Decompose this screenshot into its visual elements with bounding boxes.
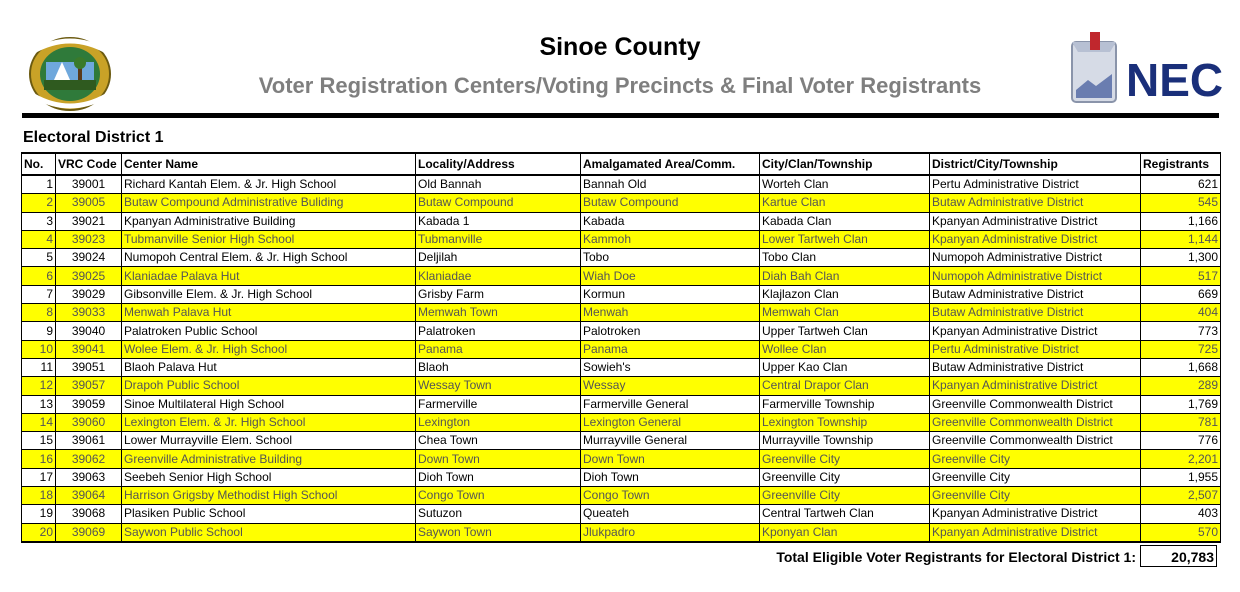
table-cell: 39062 bbox=[56, 450, 122, 468]
table-cell: Kpanyan Administrative District bbox=[930, 212, 1141, 230]
table-cell: Saywon Town bbox=[416, 523, 581, 542]
table-cell: Diah Bah Clan bbox=[760, 267, 930, 285]
table-cell: 1,668 bbox=[1141, 358, 1221, 376]
table-cell: Memwah Clan bbox=[760, 304, 930, 322]
table-cell: Sinoe Multilateral High School bbox=[122, 395, 416, 413]
table-cell: 39025 bbox=[56, 267, 122, 285]
table-cell: Lexington Township bbox=[760, 413, 930, 431]
table-cell: 39001 bbox=[56, 175, 122, 194]
table-cell: 776 bbox=[1141, 432, 1221, 450]
table-cell: Greenville Commonwealth District bbox=[930, 432, 1141, 450]
table-cell: 14 bbox=[22, 413, 56, 431]
table-cell: Butaw Administrative District bbox=[930, 304, 1141, 322]
table-cell: Deljilah bbox=[416, 249, 581, 267]
table-cell: Palatroken bbox=[416, 322, 581, 340]
table-cell: Richard Kantah Elem. & Jr. High School bbox=[122, 175, 416, 194]
table-cell: Kpanyan Administrative District bbox=[930, 322, 1141, 340]
table-cell: 2,507 bbox=[1141, 487, 1221, 505]
table-cell: Tubmanville Senior High School bbox=[122, 230, 416, 248]
col-center-name: Center Name bbox=[122, 153, 416, 175]
table-cell: Kartue Clan bbox=[760, 194, 930, 212]
table-cell: Greenville City bbox=[930, 450, 1141, 468]
table-cell: 7 bbox=[22, 285, 56, 303]
table-cell: Drapoh Public School bbox=[122, 377, 416, 395]
table-cell: Sutuzon bbox=[416, 505, 581, 523]
table-cell: Wolee Elem. & Jr. High School bbox=[122, 340, 416, 358]
table-cell: Tobo bbox=[581, 249, 760, 267]
table-cell: Lexington General bbox=[581, 413, 760, 431]
table-cell: Greenville City bbox=[930, 468, 1141, 486]
table-cell: 39061 bbox=[56, 432, 122, 450]
table-cell: Greenville Commonwealth District bbox=[930, 395, 1141, 413]
table-cell: Wollee Clan bbox=[760, 340, 930, 358]
col-locality: Locality/Address bbox=[416, 153, 581, 175]
table-cell: Palatroken Public School bbox=[122, 322, 416, 340]
col-district: District/City/Township bbox=[930, 153, 1141, 175]
table-cell: Murrayville General bbox=[581, 432, 760, 450]
table-cell: 1,144 bbox=[1141, 230, 1221, 248]
table-cell: 2,201 bbox=[1141, 450, 1221, 468]
table-cell: Kammoh bbox=[581, 230, 760, 248]
table-cell: Chea Town bbox=[416, 432, 581, 450]
table-cell: 517 bbox=[1141, 267, 1221, 285]
table-cell: Palotroken bbox=[581, 322, 760, 340]
table-cell: Wessay bbox=[581, 377, 760, 395]
table-cell: 10 bbox=[22, 340, 56, 358]
table-row bbox=[22, 450, 1221, 468]
table-cell: Pertu Administrative District bbox=[930, 175, 1141, 194]
table-cell: 13 bbox=[22, 395, 56, 413]
table-cell: 39005 bbox=[56, 194, 122, 212]
table-cell: Kormun bbox=[581, 285, 760, 303]
table-cell: 39051 bbox=[56, 358, 122, 376]
table-cell: 669 bbox=[1141, 285, 1221, 303]
table-cell: Greenville City bbox=[760, 450, 930, 468]
table-cell: Dioh Town bbox=[581, 468, 760, 486]
table-cell: 39021 bbox=[56, 212, 122, 230]
table-cell: Lexington Elem. & Jr. High School bbox=[122, 413, 416, 431]
header-divider bbox=[22, 113, 1219, 118]
table-cell: 404 bbox=[1141, 304, 1221, 322]
table-cell: 781 bbox=[1141, 413, 1221, 431]
table-cell: Saywon Public School bbox=[122, 523, 416, 542]
table-cell: Klajlazon Clan bbox=[760, 285, 930, 303]
table-header-row bbox=[22, 153, 1221, 175]
table-cell: Greenville City bbox=[760, 487, 930, 505]
table-cell: Klaniadae Palava Hut bbox=[122, 267, 416, 285]
registrants-table bbox=[21, 152, 1221, 543]
table-cell: Greenville City bbox=[760, 468, 930, 486]
table-row bbox=[22, 395, 1221, 413]
table-cell: Farmerville bbox=[416, 395, 581, 413]
table-cell: 18 bbox=[22, 487, 56, 505]
table-row bbox=[22, 249, 1221, 267]
table-cell: 19 bbox=[22, 505, 56, 523]
table-cell: Kpanyan Administrative District bbox=[930, 523, 1141, 542]
table-cell: Farmerville General bbox=[581, 395, 760, 413]
table-cell: 17 bbox=[22, 468, 56, 486]
table-cell: Butaw Administrative District bbox=[930, 358, 1141, 376]
table-cell: 545 bbox=[1141, 194, 1221, 212]
table-cell: Upper Kao Clan bbox=[760, 358, 930, 376]
table-cell: 39033 bbox=[56, 304, 122, 322]
table-cell: Bannah Old bbox=[581, 175, 760, 194]
table-cell: 3 bbox=[22, 212, 56, 230]
table-cell: Lexington bbox=[416, 413, 581, 431]
table-cell: Kpanyan Administrative District bbox=[930, 377, 1141, 395]
table-cell: Menwah Palava Hut bbox=[122, 304, 416, 322]
table-cell: Worteh Clan bbox=[760, 175, 930, 194]
table-cell: Dioh Town bbox=[416, 468, 581, 486]
table-cell: Congo Town bbox=[581, 487, 760, 505]
table-cell: Numopoh Administrative District bbox=[930, 249, 1141, 267]
table-cell: 39040 bbox=[56, 322, 122, 340]
table-cell: 39057 bbox=[56, 377, 122, 395]
table-row bbox=[22, 413, 1221, 431]
table-cell: Kabada bbox=[581, 212, 760, 230]
table-cell: 570 bbox=[1141, 523, 1221, 542]
table-cell: Greenville Administrative Building bbox=[122, 450, 416, 468]
table-row bbox=[22, 285, 1221, 303]
table-cell: 289 bbox=[1141, 377, 1221, 395]
table-cell: Butaw Administrative District bbox=[930, 285, 1141, 303]
table-cell: 1,300 bbox=[1141, 249, 1221, 267]
table-cell: Wessay Town bbox=[416, 377, 581, 395]
table-cell: Tobo Clan bbox=[760, 249, 930, 267]
table-cell: Butaw Compound Administrative Buliding bbox=[122, 194, 416, 212]
table-cell: Down Town bbox=[416, 450, 581, 468]
nec-logo bbox=[1064, 30, 1224, 108]
table-cell: Butaw Compound bbox=[581, 194, 760, 212]
table-row bbox=[22, 487, 1221, 505]
table-cell: Tubmanville bbox=[416, 230, 581, 248]
page-title: Sinoe County bbox=[539, 33, 701, 61]
table-cell: Central Drapor Clan bbox=[760, 377, 930, 395]
table-row bbox=[22, 340, 1221, 358]
table-cell: 4 bbox=[22, 230, 56, 248]
table-cell: Harrison Grigsby Methodist High School bbox=[122, 487, 416, 505]
table-cell: 12 bbox=[22, 377, 56, 395]
table-cell: Queateh bbox=[581, 505, 760, 523]
table-cell: Kpanyan Administrative Building bbox=[122, 212, 416, 230]
table-cell: Blaoh bbox=[416, 358, 581, 376]
table-cell: 621 bbox=[1141, 175, 1221, 194]
table-cell: 9 bbox=[22, 322, 56, 340]
table-row bbox=[22, 175, 1221, 194]
table-cell: 8 bbox=[22, 304, 56, 322]
table-cell: Numopoh Administrative District bbox=[930, 267, 1141, 285]
table-cell: 39024 bbox=[56, 249, 122, 267]
table-cell: Kabada Clan bbox=[760, 212, 930, 230]
table-cell: Menwah bbox=[581, 304, 760, 322]
table-cell: 39069 bbox=[56, 523, 122, 542]
table-row bbox=[22, 230, 1221, 248]
section-heading: Electoral District 1 bbox=[23, 129, 164, 146]
table-cell: 15 bbox=[22, 432, 56, 450]
table-row bbox=[22, 322, 1221, 340]
table-cell: 1,955 bbox=[1141, 468, 1221, 486]
table-cell: 11 bbox=[22, 358, 56, 376]
table-cell: Greenville Commonwealth District bbox=[930, 413, 1141, 431]
table-cell: Kpanyan Administrative District bbox=[930, 505, 1141, 523]
table-row bbox=[22, 468, 1221, 486]
table-row bbox=[22, 212, 1221, 230]
table-cell: Down Town bbox=[581, 450, 760, 468]
col-registrants: Registrants bbox=[1141, 153, 1221, 175]
table-cell: Central Tartweh Clan bbox=[760, 505, 930, 523]
table-cell: 39029 bbox=[56, 285, 122, 303]
table-cell: 39068 bbox=[56, 505, 122, 523]
table-cell: Lower Murrayville Elem. School bbox=[122, 432, 416, 450]
table-cell: 6 bbox=[22, 267, 56, 285]
col-no: No. bbox=[22, 153, 56, 175]
table-cell: 773 bbox=[1141, 322, 1221, 340]
table-row bbox=[22, 523, 1221, 542]
table-cell: Numopoh Central Elem. & Jr. High School bbox=[122, 249, 416, 267]
col-amalgamated-area: Amalgamated Area/Comm. bbox=[581, 153, 760, 175]
table-cell: Kpanyan Administrative District bbox=[930, 230, 1141, 248]
table-cell: 1,769 bbox=[1141, 395, 1221, 413]
table-cell: 1,166 bbox=[1141, 212, 1221, 230]
table-cell: Butaw Administrative District bbox=[930, 194, 1141, 212]
table-cell: Greenville City bbox=[930, 487, 1141, 505]
total-value: 20,783 bbox=[1140, 545, 1217, 567]
table-cell: Jlukpadro bbox=[581, 523, 760, 542]
table-cell: Seebeh Senior High School bbox=[122, 468, 416, 486]
table-cell: Farmerville Township bbox=[760, 395, 930, 413]
table-cell: Sowieh's bbox=[581, 358, 760, 376]
table-cell: Panama bbox=[416, 340, 581, 358]
total-label: Total Eligible Voter Registrants for Electoral District 1: bbox=[776, 549, 1136, 565]
col-vrc-code: VRC Code bbox=[56, 153, 122, 175]
table-cell: 5 bbox=[22, 249, 56, 267]
table-cell: Kabada 1 bbox=[416, 212, 581, 230]
table-cell: Memwah Town bbox=[416, 304, 581, 322]
table-cell: Kponyan Clan bbox=[760, 523, 930, 542]
table-row bbox=[22, 267, 1221, 285]
table-row bbox=[22, 358, 1221, 376]
table-row bbox=[22, 377, 1221, 395]
table-cell: 16 bbox=[22, 450, 56, 468]
table-cell: Old Bannah bbox=[416, 175, 581, 194]
col-city-clan: City/Clan/Township bbox=[760, 153, 930, 175]
table-row bbox=[22, 304, 1221, 322]
table-cell: Pertu Administrative District bbox=[930, 340, 1141, 358]
table-cell: 2 bbox=[22, 194, 56, 212]
table-cell: 39060 bbox=[56, 413, 122, 431]
table-cell: Grisby Farm bbox=[416, 285, 581, 303]
page-subtitle: Voter Registration Centers/Voting Precincts & Final Voter Registrants bbox=[258, 73, 982, 98]
table-cell: 39059 bbox=[56, 395, 122, 413]
table-row bbox=[22, 505, 1221, 523]
table-cell: 403 bbox=[1141, 505, 1221, 523]
table-cell: Wiah Doe bbox=[581, 267, 760, 285]
table-cell: 39064 bbox=[56, 487, 122, 505]
table-cell: Lower Tartweh Clan bbox=[760, 230, 930, 248]
table-row bbox=[22, 194, 1221, 212]
table-cell: Upper Tartweh Clan bbox=[760, 322, 930, 340]
table-cell: 725 bbox=[1141, 340, 1221, 358]
table-cell: 20 bbox=[22, 523, 56, 542]
table-cell: 39063 bbox=[56, 468, 122, 486]
table-cell: Blaoh Palava Hut bbox=[122, 358, 416, 376]
table-cell: Gibsonville Elem. & Jr. High School bbox=[122, 285, 416, 303]
table-cell: 1 bbox=[22, 175, 56, 194]
table-cell: Butaw Compound bbox=[416, 194, 581, 212]
table-row bbox=[22, 432, 1221, 450]
table-cell: Plasiken Public School bbox=[122, 505, 416, 523]
table-cell: Congo Town bbox=[416, 487, 581, 505]
table-cell: Klaniadae bbox=[416, 267, 581, 285]
table-cell: 39041 bbox=[56, 340, 122, 358]
table-cell: Murrayville Township bbox=[760, 432, 930, 450]
table-cell: 39023 bbox=[56, 230, 122, 248]
table-cell: Panama bbox=[581, 340, 760, 358]
nec-logo-text: NEC bbox=[1126, 54, 1224, 106]
